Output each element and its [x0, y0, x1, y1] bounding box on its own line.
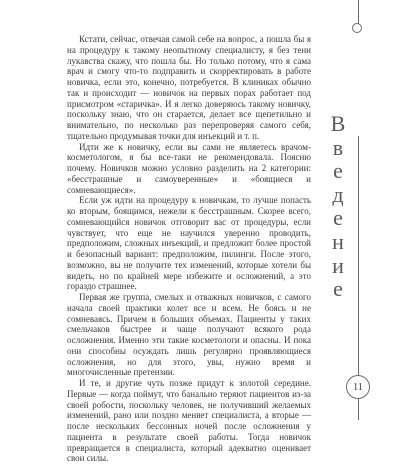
section-title-letter: д [332, 181, 344, 207]
section-title-letter: н [332, 228, 344, 254]
section-title-letter: е [333, 158, 343, 184]
rule-ring-ornament [352, 23, 362, 33]
section-title-letter: е [333, 276, 343, 302]
paragraph-2: Идти же к новичку, если вы сами не являетесь врачом-косметологом, я бы все-таки не рекомендовала. Поясню почему. Новичков можно условно разделить на 2 категории: «бесстрашные и самоуверенные» и «боящиеся и сомневающиеся». [67, 141, 311, 195]
paragraph-5: И те, и другие чуть позже придут к золотой середине. Первые — когда поймут, что банально теряют пациентов из-за своей робости, поскольку человек, не получивший желаемых изменений, рано или поздно меняет специалиста, а вторые — после нескольких бессонных ночей после осложнения у пациента в результате своей работы. Тогда новичок превращается в специалиста, который адекватно оценивает свои силы. [67, 378, 311, 464]
margin-rule-top [358, 0, 359, 24]
body-text [67, 34, 311, 464]
section-title [320, 112, 356, 301]
paragraph-3: Если уж идти на процедуру к новичкам, то лучше попасть ко вторым, боящимся, нежели к бесстрашным. Скорее всего, сомневающийся новичок отговорит вас от процедуры, если чувствует, что еще не научился уверенно проводить, предположим, сложных инъекций, и предложит более простой и безопасный вариант: предположим, пилинги. После этого, возможно, вы не получите тех изменений, которые хотели бы видеть, но по крайней мере избежите и осложнений, а это гораздо страшнее. [67, 195, 311, 292]
paragraph-4: Первая же группа, смелых и отважных новичков, с самого начала своей практики колет все и всем. Не боясь и не сомневаясь. Причем в больших объемах. Пациенты у таких смельчаков быстрее и чаще получают всякого рода осложнения. Именно эти такие косметологи и опасны. И пока они способны осуждать лишь регулярно проявляющиеся осложнения, но для этого, увы, нужно время и многочисленные претензии. [67, 292, 311, 378]
section-title-letter: в [332, 134, 344, 160]
section-title-letter: и [332, 252, 344, 278]
section-title-letter: В [330, 111, 346, 136]
section-title-letter: е [333, 205, 343, 231]
paragraph-1: Кстати, сейчас, отвечая самой себе на вопрос, а пошла бы я на процедуру к такому неопытному специалисту, я без тени лукавства скажу, что пошла бы. Но только потому, что я сама врач и смогу что-то подправить и скорректировать в работе новичка, если это, конечно, потребуется. В клиниках обычно так и происходит — новичок на первых порах работает под присмотром «старичка». И я легко доверяюсь такому новичку, поскольку знаю, что он старается, делает все щепетильно и внимательно, по несколько раз перепроверяя самого себя, тщательно продумывая точки для инъекций и т. п. [67, 34, 311, 141]
page-number: 11 [346, 375, 370, 399]
